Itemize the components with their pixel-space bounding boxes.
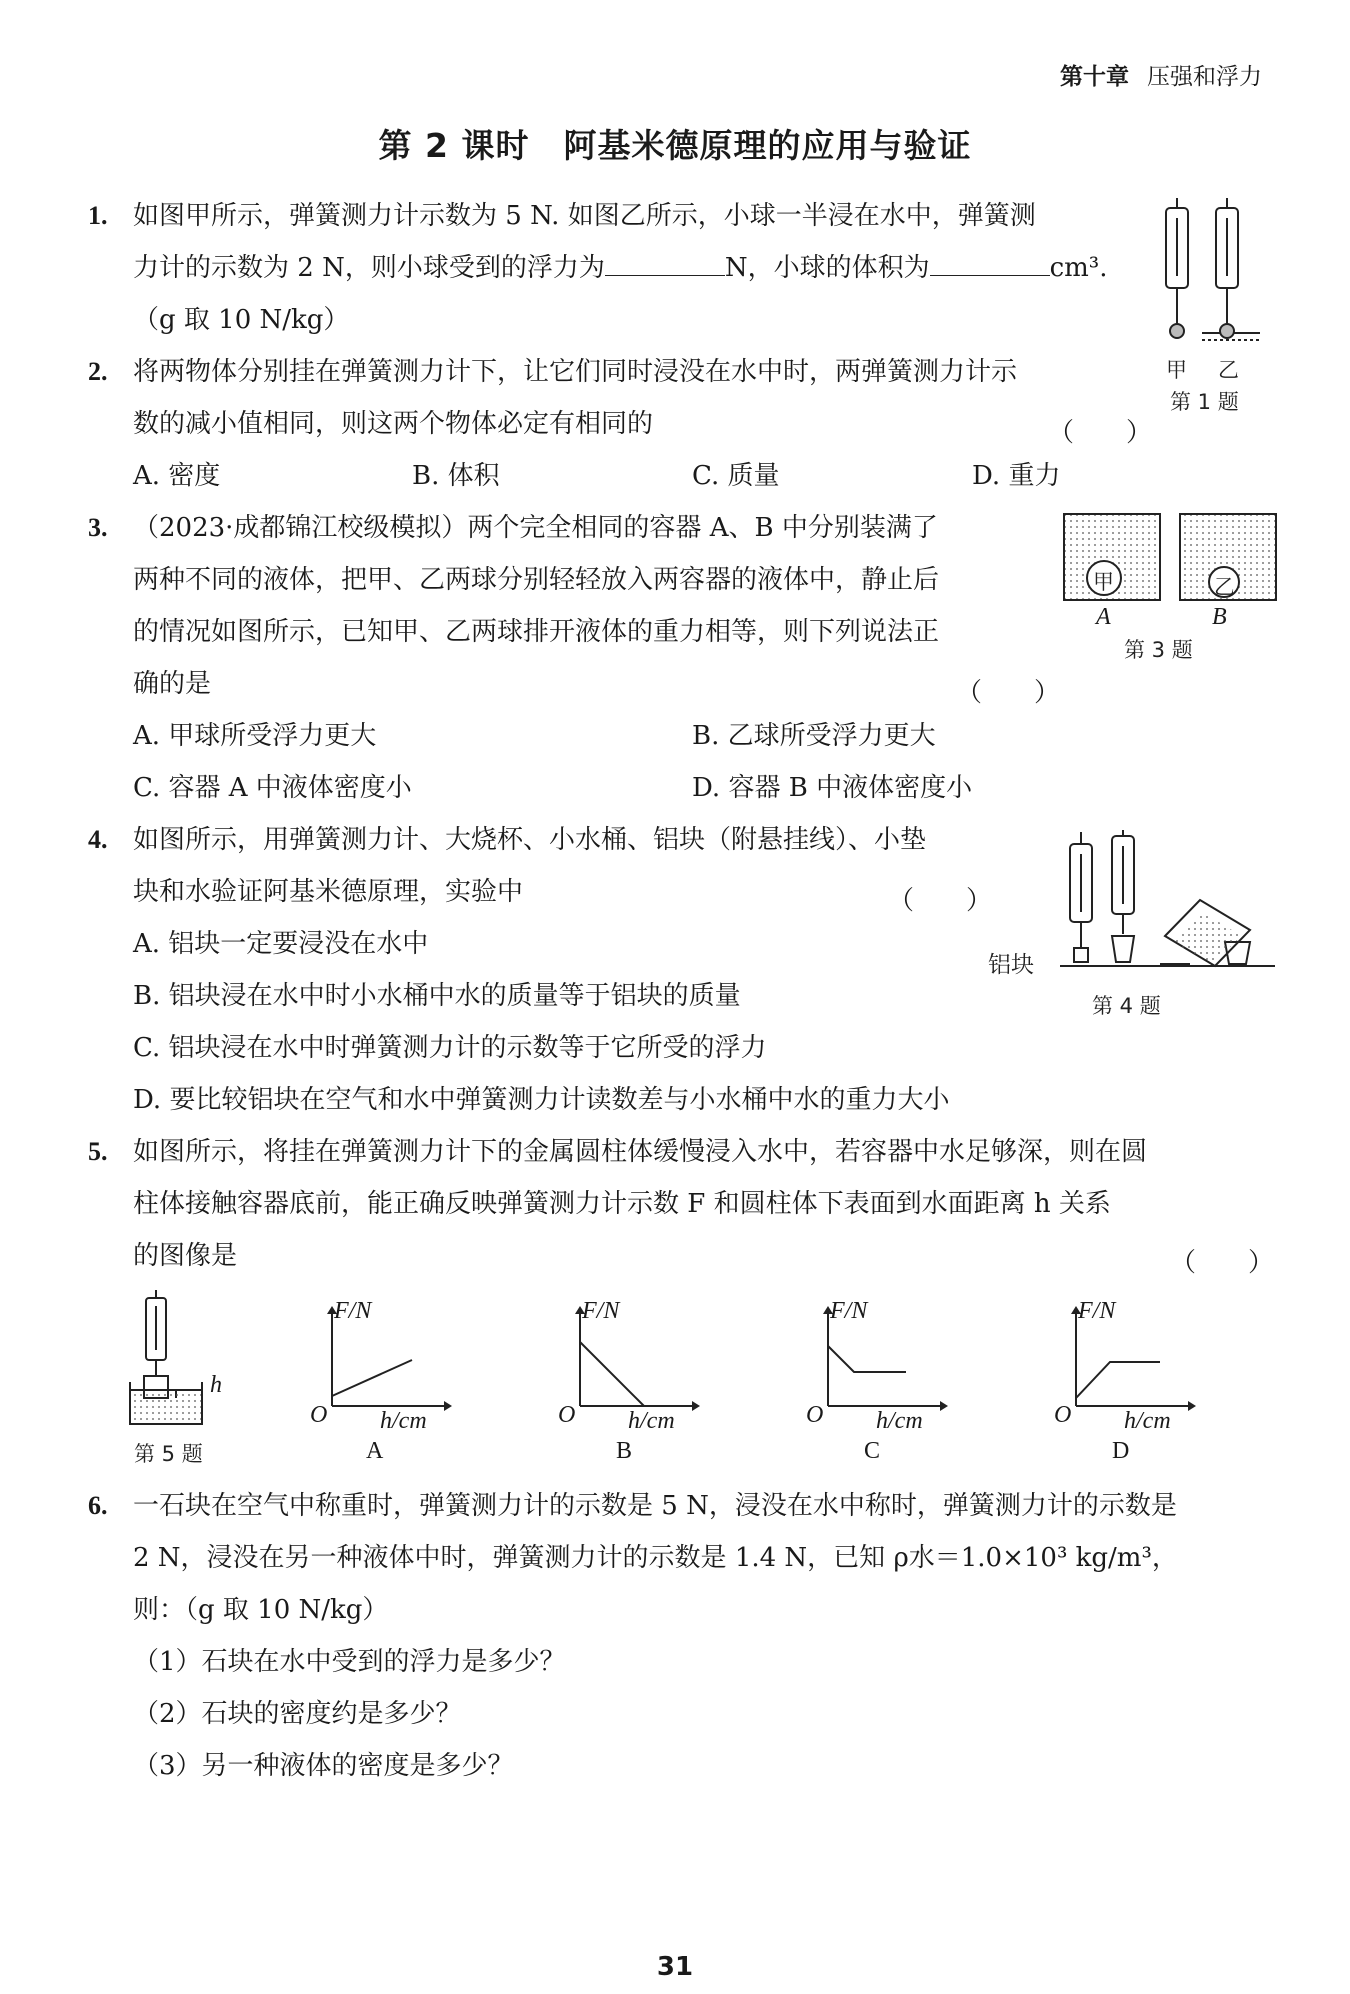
chapter-topic: 压强和浮力: [1147, 64, 1262, 90]
lesson-number: 第 2 课时: [378, 126, 530, 165]
figure-4-apparatus: [1060, 830, 1280, 970]
chapter-label: 第十章: [1060, 64, 1129, 90]
graph-b-ylabel: F/N: [582, 1298, 620, 1324]
question-2: [88, 346, 1138, 450]
q6-line-1: 一石块在空气中称重时，弹簧测力计的示数是 5 N，浸没在水中称时，弹簧测力计的示数是: [133, 1491, 1177, 1521]
figure-1-caption: 第 1 题: [1170, 390, 1239, 414]
lesson-name: 阿基米德原理的应用与验证: [563, 126, 972, 165]
ball-a-label: 甲: [1093, 570, 1114, 594]
graph-d-ylabel: F/N: [1078, 1298, 1116, 1324]
q2-line-2: 数的减小值相同，则这两个物体必定有相同的: [133, 409, 654, 439]
option-a[interactable]: A. 铝块一定要浸没在水中: [133, 929, 429, 959]
option-c[interactable]: C. 铝块浸在水中时弹簧测力计的示数等于它所受的浮力: [133, 1033, 767, 1063]
graph-a-ylabel: F/N: [334, 1298, 372, 1324]
q2-line-1: 将两物体分别挂在弹簧测力计下，让它们同时浸没在水中时，两弹簧测力计示: [133, 357, 1018, 387]
q5-line-3: 的图像是: [133, 1241, 238, 1271]
q6-sub-1: （1）石块在水中受到的浮力是多少？: [133, 1647, 566, 1677]
q5-line-1: 如图所示，将挂在弹簧测力计下的金属圆柱体缓慢浸入水中，若容器中水足够深，则在圆: [133, 1137, 1148, 1167]
q5-line-2: 柱体接触容器底前，能正确反映弹簧测力计示数 F 和圆柱体下表面到水面距离 h 关系: [133, 1189, 1111, 1219]
option-b[interactable]: B. 体积: [412, 461, 500, 491]
q4-line-1: 如图所示，用弹簧测力计、大烧杯、小水桶、铝块（附悬挂线）、小垫: [133, 825, 927, 855]
q1-line-2: 力计的示数为 2 N，则小球受到的浮力为 N，小球的体积为 cm³.: [133, 253, 1108, 283]
answer-blank-2[interactable]: [930, 253, 1050, 276]
figure-1-label-a: 甲: [1166, 358, 1187, 382]
q3-line-4: 确的是: [133, 669, 212, 699]
figure-5-apparatus: [126, 1290, 236, 1430]
figure-1-spring-scales: [1160, 196, 1280, 346]
question-number: 5.: [88, 1137, 108, 1166]
question-number: 2.: [88, 357, 108, 386]
chapter-header: [1060, 58, 1262, 91]
figure-1-label-b: 乙: [1218, 358, 1239, 382]
q3-line-2: 两种不同的液体，把甲、乙两球分别轻轻放入两容器的液体中，静止后: [133, 565, 940, 595]
question-1: [88, 190, 1138, 346]
option-d[interactable]: D. 要比较铝块在空气和水中弹簧测力计读数差与小水桶中水的重力大小: [133, 1085, 950, 1115]
graph-d-origin: O: [1054, 1402, 1072, 1428]
graph-a-label[interactable]: A: [366, 1438, 384, 1464]
figure-5-caption: 第 5 题: [134, 1442, 203, 1466]
question-number: 1.: [88, 201, 108, 230]
answer-paren[interactable]: （ ）: [956, 678, 1061, 708]
q6-line-2: 2 N，浸没在另一种液体中时，弹簧测力计的示数是 1.4 N，已知 ρ水＝1.0×10³ kg/m³，: [133, 1543, 1178, 1573]
graph-c-origin: O: [806, 1402, 824, 1428]
graph-c-xlabel: h/cm: [876, 1408, 923, 1434]
option-c[interactable]: C. 容器 A 中液体密度小: [133, 773, 412, 803]
question-3: [88, 502, 1038, 710]
graph-b-xlabel: h/cm: [628, 1408, 675, 1434]
answer-blank-1[interactable]: [605, 253, 725, 276]
q6-line-3: 则：（g 取 10 N/kg）: [133, 1595, 389, 1625]
question-4: [88, 814, 988, 918]
q4-line-2: 块和水验证阿基米德原理，实验中: [133, 877, 524, 907]
q1-line-1: 如图甲所示，弹簧测力计示数为 5 N. 如图乙所示，小球一半浸在水中，弹簧测: [133, 201, 1036, 231]
q6-sub-2: （2）石块的密度约是多少？: [133, 1699, 462, 1729]
option-b[interactable]: B. 乙球所受浮力更大: [692, 721, 936, 751]
question-6: [88, 1480, 1270, 1792]
question-5: [88, 1126, 1270, 1282]
q1-line-3: （g 取 10 N/kg）: [133, 305, 350, 335]
question-number: 4.: [88, 825, 108, 854]
ball-b-label: 乙: [1214, 575, 1235, 599]
question-number: 3.: [88, 513, 108, 542]
question-number: 6.: [88, 1491, 108, 1520]
answer-paren[interactable]: （ ）: [1170, 1248, 1275, 1278]
graph-c-ylabel: F/N: [830, 1298, 868, 1324]
graph-d-label[interactable]: D: [1112, 1438, 1130, 1464]
figure-5-h-label: h: [210, 1372, 222, 1398]
graph-b-label[interactable]: B: [616, 1438, 633, 1464]
q3-line-3: 的情况如图所示，已知甲、乙两球排开液体的重力相等，则下列说法正: [133, 617, 940, 647]
answer-paren[interactable]: （ ）: [888, 886, 993, 916]
figure-4-caption: 第 4 题: [1092, 994, 1161, 1018]
graph-a-origin: O: [310, 1402, 328, 1428]
option-a[interactable]: A. 密度: [133, 461, 221, 491]
q6-sub-3: （3）另一种液体的密度是多少？: [133, 1751, 514, 1781]
page-title: [0, 120, 1350, 167]
graph-d-xlabel: h/cm: [1124, 1408, 1171, 1434]
q3-line-1: （2023·成都锦江校级模拟）两个完全相同的容器 A、B 中分别装满了: [133, 513, 938, 543]
aluminum-block-label: 铝块: [988, 952, 1034, 978]
answer-paren[interactable]: （ ）: [1048, 418, 1153, 448]
graph-a-xlabel: h/cm: [380, 1408, 427, 1434]
option-d[interactable]: D. 重力: [972, 461, 1061, 491]
option-c[interactable]: C. 质量: [692, 461, 780, 491]
container-a-label: A: [1096, 604, 1111, 630]
option-b[interactable]: B. 铝块浸在水中时小水桶中水的质量等于铝块的质量: [133, 981, 741, 1011]
page-number: 31: [656, 1952, 694, 1982]
option-d[interactable]: D. 容器 B 中液体密度小: [692, 773, 973, 803]
container-b-label: B: [1212, 604, 1227, 630]
graph-c-label[interactable]: C: [864, 1438, 881, 1464]
figure-3-caption: 第 3 题: [1124, 638, 1193, 662]
graph-b-origin: O: [558, 1402, 576, 1428]
option-a[interactable]: A. 甲球所受浮力更大: [133, 721, 377, 751]
